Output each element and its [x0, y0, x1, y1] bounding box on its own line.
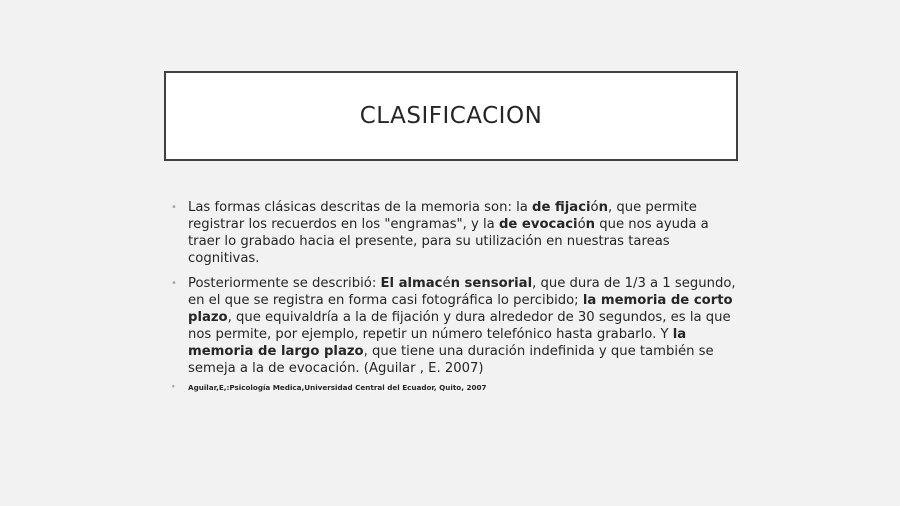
- slide-content: [170, 199, 740, 393]
- slide-title: CLASIFICACION: [359, 102, 543, 129]
- bullet1-bold-evocacion-1: de evocaci: [498, 217, 578, 232]
- title-box: [164, 71, 738, 161]
- reference-citation: [170, 383, 740, 393]
- bullet2-text-1: Posteriormente se describió:: [188, 276, 381, 291]
- bullet1-bold-evocacion-2: n: [585, 217, 596, 232]
- bullet1-text-3: , que permite registrar los recuerdos en los "engramas", y la: [188, 200, 697, 232]
- bullet-memory-types: [170, 275, 740, 377]
- bullet2-bold-almacen-1: El almac: [380, 276, 443, 291]
- bullet2-text-3: , que dura de 1/3 a 1 segundo, en el que se registra en forma casi fotográfica lo percibido;: [188, 276, 736, 308]
- bullet2-text-2: é: [442, 276, 451, 291]
- bullet1-text-5: que nos ayuda a traer lo grabado hacia el presente, para su utilización en nuestras tareas cognitivas.: [188, 217, 709, 266]
- bullet2-text-5: , que tiene una duración indefinida y que también se semeja a la de evocación. (Aguilar , E. 2007): [188, 344, 714, 376]
- bullet1-text-1: Las formas clásicas descritas de la memoria son: la: [188, 200, 533, 215]
- bullet2-bold-largo-plazo: la memoria de largo plazo: [188, 327, 687, 359]
- bullet1-bold-fijacion-1: de fijaci: [532, 200, 591, 215]
- bullet2-bold-almacen-2: n sensorial: [450, 276, 533, 291]
- bullet-memory-forms: [170, 199, 740, 267]
- bullet1-text-4: ó: [577, 217, 586, 232]
- bullet-dot-icon: •: [171, 383, 176, 391]
- bullet1-bold-fijacion-2: n: [598, 200, 609, 215]
- bullet2-text-4: , que equivaldría a la de fijación y dura alrededor de 30 segundos, es la que nos permite, por ejemplo, repetir un número telefónico hasta grabarlo. Y: [188, 310, 731, 342]
- bullet-dot-icon: •: [171, 278, 177, 289]
- bullet-dot-icon: •: [171, 202, 177, 213]
- bullet2-bold-corto-plazo: la memoria de corto plazo: [188, 293, 733, 325]
- reference-text: Aguilar,E,:Psicología Medica,Universidad Central del Ecuador, Quito, 2007: [188, 383, 487, 392]
- bullet1-text-2: ó: [590, 200, 599, 215]
